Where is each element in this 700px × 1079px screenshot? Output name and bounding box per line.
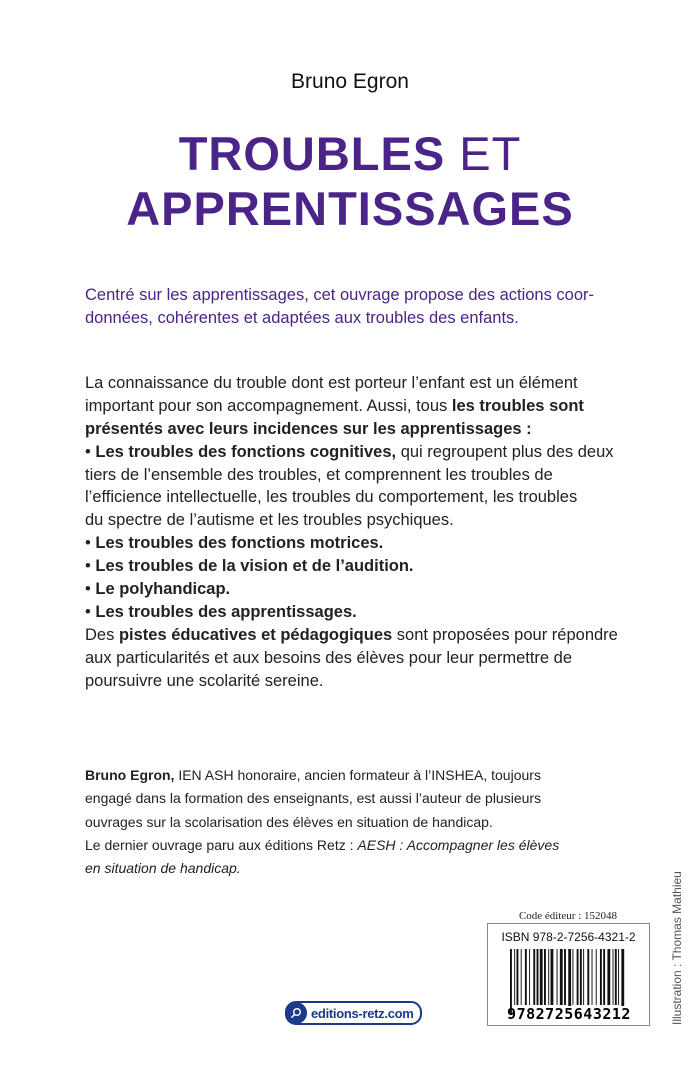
body-line: [85, 466, 618, 489]
body-text-segment: •: [85, 534, 96, 553]
body-text-segment: l’efficience intellectuelle, les troubles du comportement, les troubles: [85, 488, 578, 507]
body-text-segment: pistes éducatives et pédagogiques: [118, 625, 393, 644]
body-line: [85, 534, 618, 557]
body-line: [85, 420, 618, 443]
barcode-bar: [560, 949, 563, 1005]
body-text-segment: tiers de l’ensemble des troubles, et comprennent les troubles de: [85, 465, 553, 484]
website-label: editions-retz.com: [311, 1005, 414, 1021]
body-text-segment: aux particularités et aux besoins des élèves pour leur permettre de: [85, 648, 573, 667]
author-bio: [85, 767, 559, 883]
barcode-bar: [551, 949, 554, 1005]
body-text-segment: Les troubles des fonctions motrices.: [95, 534, 384, 553]
search-icon: [285, 1002, 307, 1024]
bio-line: [85, 837, 559, 860]
body-text-segment: Les troubles de la vision et de l’audition.: [95, 557, 414, 576]
body-text-segment: •: [85, 557, 96, 576]
barcode: [502, 949, 636, 1021]
body-text-segment: sont proposées pour répondre: [392, 625, 618, 644]
intro-line: [85, 309, 594, 332]
barcode-bar: [603, 949, 605, 1005]
bio-text-segment: Bruno Egron,: [85, 767, 175, 783]
bio-line: [85, 860, 559, 883]
barcode-bar: [580, 949, 582, 1005]
barcode-bar: [607, 949, 610, 1005]
barcode-bar: [529, 949, 530, 1005]
body-text-segment: •: [85, 442, 96, 461]
barcode-bar: [537, 949, 539, 1005]
barcode-bar: [613, 949, 614, 1005]
body-line: [85, 397, 618, 420]
title-et: ET: [445, 127, 522, 180]
body-text-segment: important pour son accompagnement. Aussi, tous: [85, 396, 452, 415]
bio-text-segment: ouvrages sur la scolarisation des élèves en situation de handicap.: [85, 813, 493, 830]
body-text-segment: •: [85, 602, 96, 621]
bio-text-segment: Le dernier ouvrage paru aux éditions Retz :: [85, 836, 358, 853]
body-line: [85, 557, 618, 580]
body-line: [85, 488, 618, 511]
bio-text-segment: engagé dans la formation des enseignants, est aussi l’auteur de plusieurs: [85, 790, 542, 807]
illustration-credit: Illustration : Thomas Mathieu: [670, 871, 684, 1025]
book-title-line-2: APPRENTISSAGES: [126, 182, 574, 235]
intro-line: [85, 286, 594, 309]
barcode-bar: [540, 949, 543, 1005]
barcode-bar: [517, 949, 519, 1005]
body-text-segment: présentés avec leurs incidences sur les apprentissages :: [85, 419, 532, 438]
intro-text-segment: Centré sur les apprentissages, cet ouvrage propose des actions coor-: [85, 286, 595, 304]
barcode-bar: [572, 949, 573, 1005]
bio-text-segment: IEN ASH honoraire, ancien formateur à l’INSHEA, toujours: [174, 767, 541, 783]
barcode-bar: [596, 949, 597, 1005]
body-text-segment: Des: [85, 625, 119, 644]
body-text-segment: Le polyhandicap.: [95, 580, 231, 599]
barcode-bar: [564, 949, 566, 1005]
body-text-segment: poursuivre une scolarité sereine.: [85, 671, 324, 690]
code-editeur: Code éditeur : 152048: [518, 910, 618, 922]
barcode-bar: [592, 949, 593, 1005]
intro-paragraph: [85, 286, 594, 332]
body-line: [85, 580, 618, 603]
description-paragraph: [85, 374, 618, 694]
bio-line: [85, 767, 559, 790]
barcode-bar: [577, 949, 579, 1005]
body-text-segment: du spectre de l’autisme et les troubles psychiques.: [85, 511, 454, 530]
bio-line: [85, 814, 559, 837]
bio-line: [85, 790, 559, 813]
body-line: [85, 626, 618, 649]
barcode-bar: [514, 949, 515, 1005]
bio-text-segment: en situation de handicap.: [85, 860, 241, 877]
barcode-bar: [521, 949, 522, 1005]
body-line: [85, 603, 618, 626]
barcode-bar: [557, 949, 558, 1005]
author-name: Bruno Egron: [291, 70, 409, 93]
body-line: [85, 511, 618, 534]
book-title-line-1: [0, 127, 700, 180]
intro-text-segment: données, cohérentes et adaptées aux troubles des enfants.: [85, 309, 519, 327]
isbn-text: ISBN 978-2-7256-4321-2: [501, 930, 636, 944]
barcode-digits: 9782725643212: [507, 1005, 631, 1021]
barcode-bar: [544, 949, 546, 1005]
body-text-segment: Les troubles des fonctions cognitives,: [95, 442, 397, 461]
body-line: [85, 374, 618, 397]
body-text-segment: •: [85, 580, 96, 599]
title-troubles: TROUBLES: [178, 127, 446, 180]
barcode-bar: [533, 949, 535, 1005]
barcode-bar: [600, 949, 602, 1005]
body-line: [85, 443, 618, 466]
body-line: [85, 649, 618, 672]
body-text-segment: qui regroupent plus des deux: [396, 442, 614, 461]
barcode-bar: [618, 949, 619, 1005]
body-text-segment: les troubles sont: [451, 396, 584, 415]
body-text-segment: Les troubles des apprentissages.: [95, 602, 357, 621]
barcode-bar: [583, 949, 584, 1005]
barcode-bar: [525, 949, 527, 1005]
barcode-bar: [548, 949, 549, 1005]
body-text-segment: La connaissance du trouble dont est porteur l’enfant est un élément: [85, 374, 578, 392]
body-line: [85, 672, 618, 695]
website-link[interactable]: [285, 1001, 422, 1025]
barcode-bar: [615, 949, 617, 1005]
bio-text-segment: AESH : Accompagner les élèves: [357, 836, 560, 853]
barcode-bar: [587, 949, 589, 1005]
isbn-barcode-box: [487, 923, 650, 1026]
